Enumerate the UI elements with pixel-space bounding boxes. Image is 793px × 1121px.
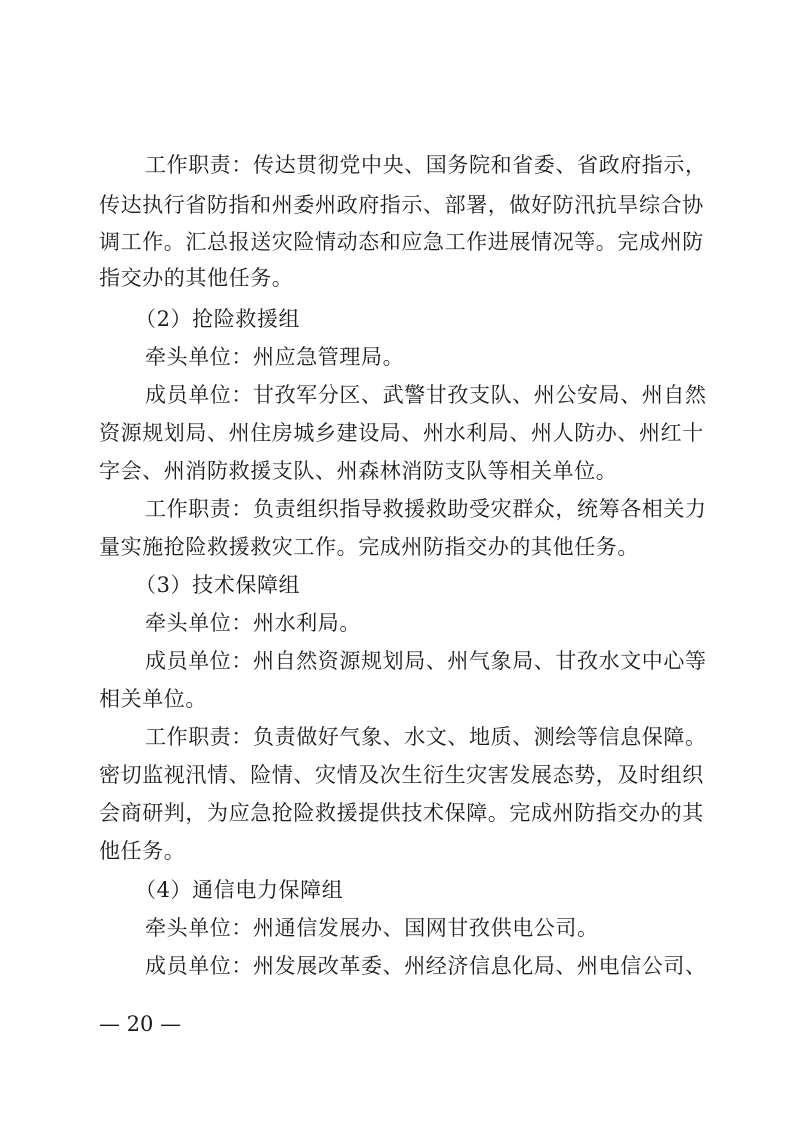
text-line: 工作职责：传达贯彻党中央、国务院和省委、省政府指示， [145,153,707,177]
text-line: 成员单位：甘孜军分区、武警甘孜支队、州公安局、州自然 [145,383,707,407]
text-line: 牵头单位：州通信发展办、国网甘孜供电公司。 [145,916,599,940]
text-line: 他任务。 [99,839,186,863]
text-line: 牵头单位：州水利局。 [145,611,361,635]
section-heading: （4）通信电力保障组 [135,878,344,902]
text-line: 工作职责：负责做好气象、水文、地质、测绘等信息保障。 [145,725,707,749]
text-line: 量实施抢险救援救灾工作。完成州防指交办的其他任务。 [99,535,639,559]
text-line: 字会、州消防救援支队、州森林消防支队等相关单位。 [99,459,618,483]
text-line: 成员单位：州自然资源规划局、州气象局、甘孜水文中心等 [145,649,707,673]
text-line: 相关单位。 [99,687,207,711]
text-line: 密切监视汛情、险情、灾情及次生衍生灾害发展态势，及时组织 [99,763,704,787]
text-line: 牵头单位：州应急管理局。 [145,345,405,369]
section-heading: （3）技术保障组 [135,573,301,597]
text-line: 会商研判，为应急抢险救援提供技术保障。完成州防指交办的其 [99,801,704,825]
page-number: — 20 — [99,1012,182,1036]
text-line: 工作职责：负责组织指导救援救助受灾群众，统筹各相关力 [145,497,707,521]
text-line: 资源规划局、州住房城乡建设局、州水利局、州人防办、州红十 [99,421,704,445]
text-line: 指交办的其他任务。 [99,266,294,290]
text-line: 成员单位：州发展改革委、州经济信息化局、州电信公司、 [145,954,707,978]
text-line: 调工作。汇总报送灾险情动态和应急工作进展情况等。完成州防 [99,230,704,254]
text-line: 传达执行省防指和州委州政府指示、部署，做好防汛抗旱综合协 [99,193,704,217]
section-heading: （2）抢险救援组 [135,307,301,331]
